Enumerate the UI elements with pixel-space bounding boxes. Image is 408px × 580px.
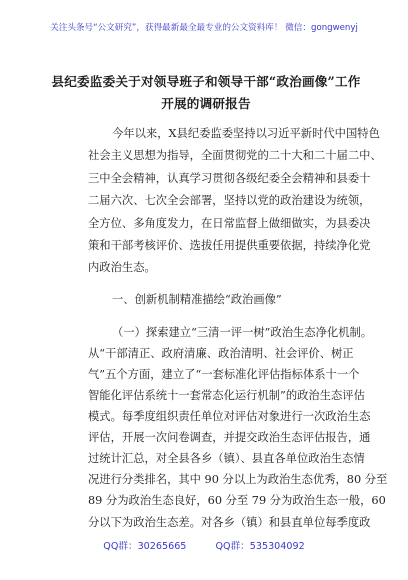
document-title-line-2: 开展的调研报告: [161, 96, 251, 111]
text-line: 89 分为政治生态良好，60 分至 79 分为政治生态一般，60: [88, 494, 386, 507]
text-line: 全方位、多角度发力，在日常监督上做细做实，为县委决: [88, 217, 371, 230]
section-heading: 一、创新机制精准描绘“政治画像”: [112, 293, 282, 306]
text-line: 社会主义思想为指导，全面贯彻党的二十大和二十届二中、: [88, 149, 382, 162]
footer-qq-group-1: QQ群：30265665: [103, 541, 187, 552]
text-line: 三中全会精神，认真学习贯彻各级纪委全会精神和县委十: [88, 172, 371, 185]
footer-qq-group-2: QQ群：535304092: [215, 541, 305, 552]
text-line: 策和干部考核评价、选拔任用提供重要依据，持续净化党: [88, 239, 371, 252]
text-line: 气”五个方面，建立了“一套标准化评估指标体系十一个: [88, 368, 360, 381]
text-line: 从“干部清正、政府清廉、政治清明、社会评价、树正: [88, 347, 354, 360]
document-title-line-1: 县纪委监委关于对领导班子和领导干部“政治画像”工作: [51, 74, 361, 89]
text-line: （一）探索建立“三清一评一树”政治生态净化机制。: [112, 326, 373, 339]
text-line: 过统计汇总，对全县各乡（镇）、县直各单位政治生态情: [88, 452, 365, 465]
text-line: 内政治生态。: [88, 261, 156, 274]
text-line: 今年以来，X县纪委监委坚持以习近平新时代中国特色: [112, 127, 380, 140]
text-line: 评估，开展一次问卷调查，并提交政治生态评估报告，通: [88, 431, 371, 444]
text-line: 分以下为政治生态差。对各乡（镇）和县直单位每季度政: [88, 516, 371, 529]
footer-qq-groups: [0, 538, 408, 552]
text-line: 智能化评估系统十一套常态化运行机制”的政治生态评估: [88, 389, 365, 402]
text-line: 模式。每季度组织责任单位对评估对象进行一次政治生态: [88, 410, 371, 423]
text-line: 二届六次、七次全会部署，坚持以党的政治建设为统领，: [88, 194, 371, 207]
text-line: 况进行分类排名，其中 90 分以上为政治生态优秀，80 分至: [88, 473, 388, 486]
top-banner-text: 关注头条号“公文研究”，获得最新最全最专业的公文资料库！ 微信：gongwenyj: [50, 23, 358, 33]
